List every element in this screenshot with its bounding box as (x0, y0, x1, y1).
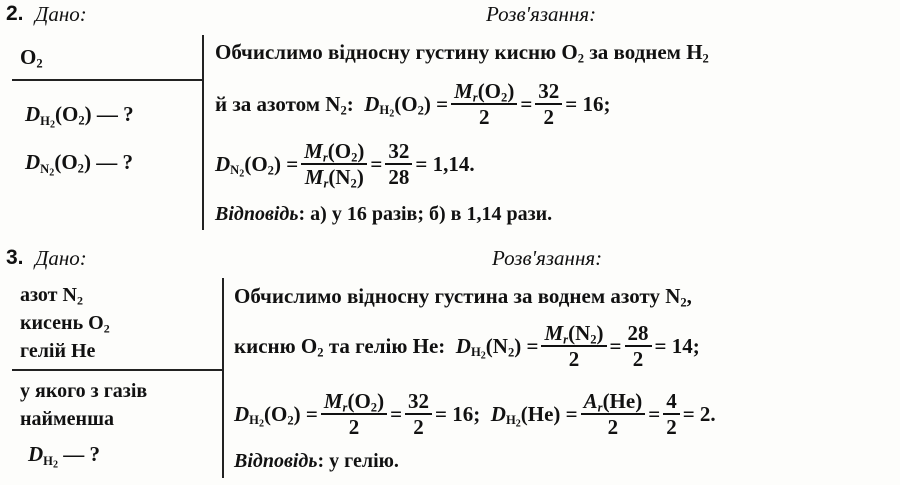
problem-2-given-divider (12, 79, 204, 81)
problem-2-given-label: Дано: (35, 2, 87, 26)
fraction-mr-o2-over-2: $\frac{M_r(O_2)}{2}$ (451, 80, 517, 128)
problem-3-given-helium: гелій He (20, 340, 96, 362)
problem-3-given-nitrogen: азот $N_2$ (20, 284, 83, 308)
problem-3-given-oxygen: кисень $O_2$ (20, 312, 110, 336)
problem-2-solution-label: Розв'язання: (486, 2, 597, 26)
problem-2-number: 2. (6, 2, 24, 25)
problem-3-given-divider (12, 369, 224, 371)
problem-3-find-dh2: $D_{H_2}$ — ? (28, 442, 101, 471)
problem-2-vertical-divider (202, 35, 204, 230)
problem-3-given-label: Дано: (35, 246, 87, 270)
problem-3-vertical-divider (222, 278, 224, 478)
fraction-ar-he-over-2: $\frac{A_r(He)}{2}$ (581, 390, 646, 438)
problem-3-find-line-2: найменша (20, 408, 114, 430)
fraction-mr-o2-over-mr-n2: $\frac{M_r(O_2)}{M_r(N_2)}$ (301, 140, 367, 188)
problem-3-number: 3. (6, 246, 24, 269)
fraction-4-over-2: $\frac{4}{2}$ (663, 390, 680, 438)
problem-3-solution-line-3: $D_{H_2}(O_2)$ = $\frac{M_r(O_2)}{2}$ = $\frac{32}{2}$ = 16; $D_{H_2}(He)$ = $\frac{A_r(He)}{2}$ = $\frac{4}{2}$ = 2. (234, 388, 716, 439)
problem-2-given-o2: $O_2$ (20, 45, 43, 71)
problem-2-answer: Відповідь: а) у 16 разів; б) в 1,14 рази. (215, 203, 553, 225)
fraction-32-over-28: $\frac{32}{28}$ (385, 140, 412, 188)
problem-3-find-line-1: у якого з газів (20, 380, 148, 402)
problem-2-solution-line-2: й за азотом $N_2$: $D_{H_2}(O_2)$ = $\frac{M_r(O_2)}{2}$ = $\frac{32}{2}$ = 16; (215, 78, 611, 129)
fraction-28-over-2: $\frac{28}{2}$ (625, 322, 652, 370)
problem-2-solution-line-1: Обчислимо відносну густину кисню $O_2$ за воднем $H_2$ (215, 40, 709, 66)
fraction-32-over-2: $\frac{32}{2}$ (535, 80, 562, 128)
problem-3-answer: Відповідь: у гелію. (234, 450, 399, 472)
problem-3-solution-line-2: кисню $O_2$ та гелію He: $D_{H_2}(N_2)$ = $\frac{M_r(N_2)}{2}$ = $\frac{28}{2}$ = 14; (234, 320, 700, 371)
fraction-32-over-2-b: $\frac{32}{2}$ (405, 390, 432, 438)
problem-2-solution-line-3: $D_{N_2}(O_2)$ = $\frac{M_r(O_2)}{M_r(N_2)}$ = $\frac{32}{28}$ = 1,14. (215, 138, 475, 191)
fraction-mr-o2-over-2-b: $\frac{M_r(O_2)}{2}$ (321, 390, 387, 438)
problem-3-solution-line-1: Обчислимо відносну густина за воднем азоту $N_2$, (234, 284, 692, 310)
fraction-mr-n2-over-2: $\frac{M_r(N_2)}{2}$ (541, 322, 606, 370)
problem-3-solution-label: Розв'язання: (492, 246, 603, 270)
problem-2-find-dh2: $D_{H_2}(O_2)$ — ? (25, 102, 134, 131)
problem-2-find-dn2: $D_{N_2}(O_2)$ — ? (25, 150, 133, 179)
